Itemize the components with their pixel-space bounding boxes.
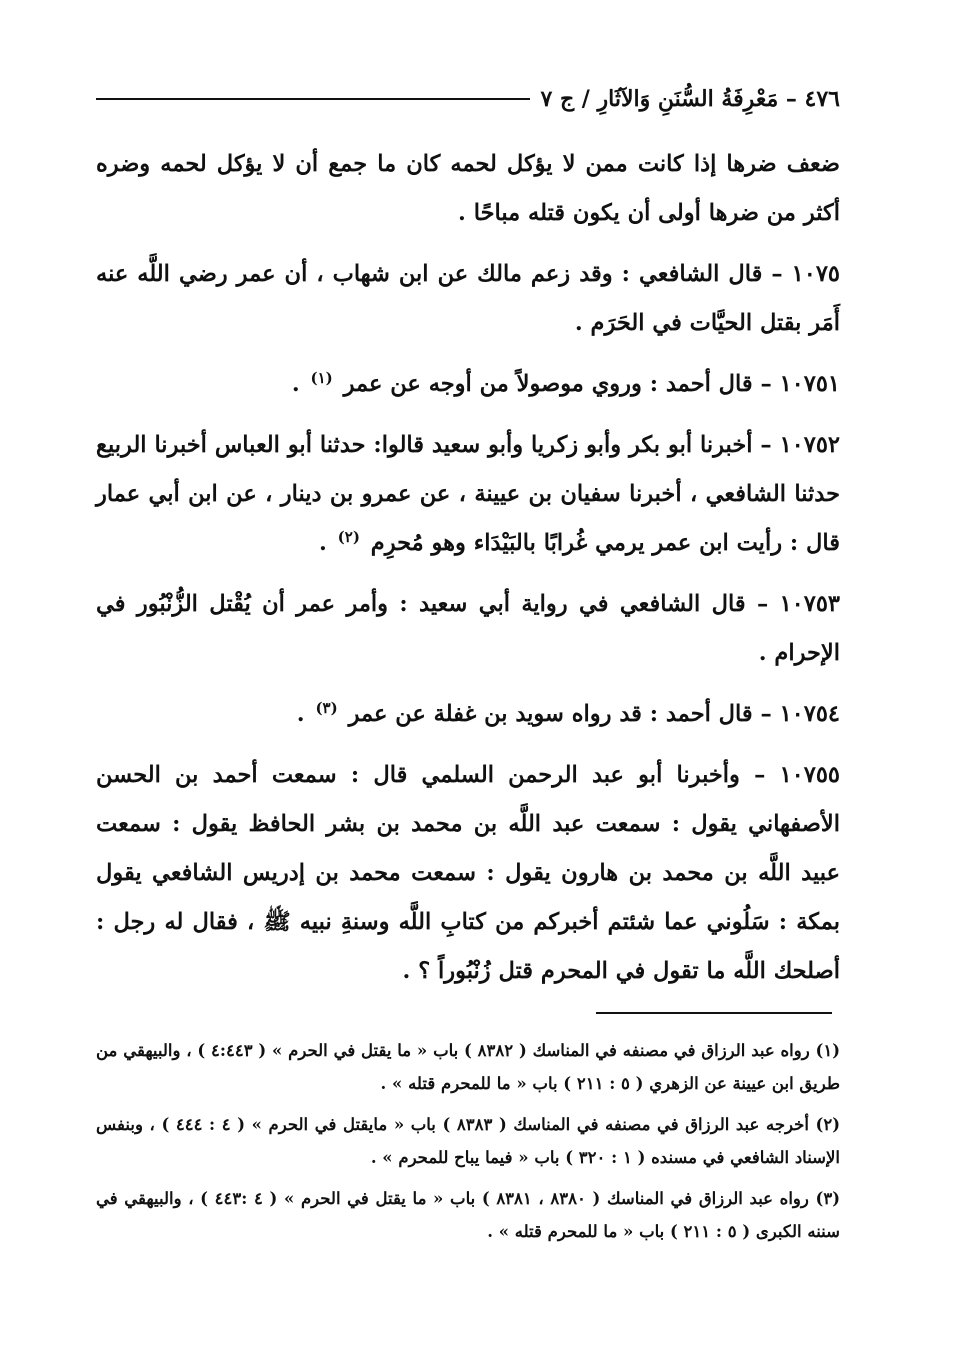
footnote-2: (٢) أخرجه عبد الرزاق في مصنفه في المناسك ( ٨٣٨٣ ) باب « مايقتل في الحرم » ( ٤ : ٤٤٤ ) ، وبنفس الإسناد الشافعي في مسنده ( ١ : ٣٢٠ ) باب « فيما يباح للمحرم » . [96,1115,841,1167]
paragraph-text: ١٠٧٥٢ – أخبرنا أبو بكر وأبو زكريا وأبو سعيد قالوا: حدثنا أبو العباس أخبرنا الربيع حدثنا الشافعي ، أخبرنا سفيان بن عيينة ، عن عمرو بن دينار ، عن ابن أبي عمار قال : رأيت ابن عمر يرمي غُرابًا بالبَيْدَاء وهو مُحرِم [96,432,840,556]
paragraph-end: . [291,371,308,397]
hadith-10752 [96,421,840,568]
paragraph-end: . [296,701,313,727]
footnotes [96,1034,840,1256]
hadith-1075 [96,250,840,348]
hadith-10753 [96,580,840,678]
footnote-3: (٣) رواه عبد الرزاق في المناسك ( ٨٣٨٠ ، ٨٣٨١ ) باب « ما يقتل في الحرم » ( ٤ :٤٤٣ ) ، والبيهقي في سننه الكبرى ( ٥ : ٢١١ ) باب « ما للمحرم قتله » . [96,1189,840,1241]
footnote-ref-1[interactable]: (١) [310,368,333,387]
paragraph-text: ١٠٧٥٥ – وأخبرنا أبو عبد الرحمن السلمي قال : سمعت أحمد بن الحسن الأصفهاني يقول : سمعت عبد اللَّه بن محمد بن بشر الحافظ يقول : سمعت عبيد اللَّه بن محمد بن هارون يقول : سمعت محمد بن إدريس الشافعي يقول بمكة : سَلُوني عما شئتم أخبركم من كتابِ اللَّه وسنةِ نبيه ﷺ ، فقال له رجل : أصلحك اللَّه ما تقول في المحرم قتل زُنْبُوراً ؟ . [96,762,840,984]
header-rule [96,98,530,100]
hadith-10751 [96,360,840,409]
paragraph-text: ضعف ضرها إذا كانت ممن لا يؤكل لحمه كان ما جمع أن لا يؤكل لحمه وضره أكثر من ضرها أولى أن يكون قتله مباحًا . [96,151,840,226]
footnote-ref-3[interactable]: (٣) [315,698,338,717]
page-header [96,82,840,116]
paragraph-text: ١٠٧٥١ – قال أحمد : وروي موصولاً من أوجه عن عمر [343,371,840,397]
hadith-10754 [96,690,840,739]
running-title: ٤٧٦ – مَعْرِفَةُ السُّنَنِ وَالآثَارِ / ج ٧ [540,86,840,112]
hadith-10755 [96,751,840,996]
footnote-1: (١) رواه عبد الرزاق في مصنفه في المناسك ( ٨٣٨٢ ) باب « ما يقتل في الحرم » ( ٤:٤٤٣ ) ، والبيهقي من طريق ابن عيينة عن الزهري ( ٥ : ٢١١ ) باب « ما للمحرم قتله » . [96,1041,840,1093]
paragraph-text: ١٠٧٥٤ – قال أحمد : قد رواه سويد بن غفلة عن عمر [348,701,840,727]
footnote-ref-2[interactable]: (٢) [337,527,360,546]
paragraph-end: . [318,530,335,556]
main-text [96,140,840,1008]
paragraph-text: ١٠٧٥ – قال الشافعي : وقد زعم مالك عن ابن شهاب ، أن عمر رضي اللَّه عنه أَمَر بقتل الحيَّات في الحَرَم . [96,261,840,336]
footnote-separator [596,1012,832,1014]
paragraph-continuation [96,140,840,238]
paragraph-text: ١٠٧٥٣ – قال الشافعي في رواية أبي سعيد : وأمر عمر أن يُقْتل الزُّنْبُور في الإحرام . [96,591,840,666]
